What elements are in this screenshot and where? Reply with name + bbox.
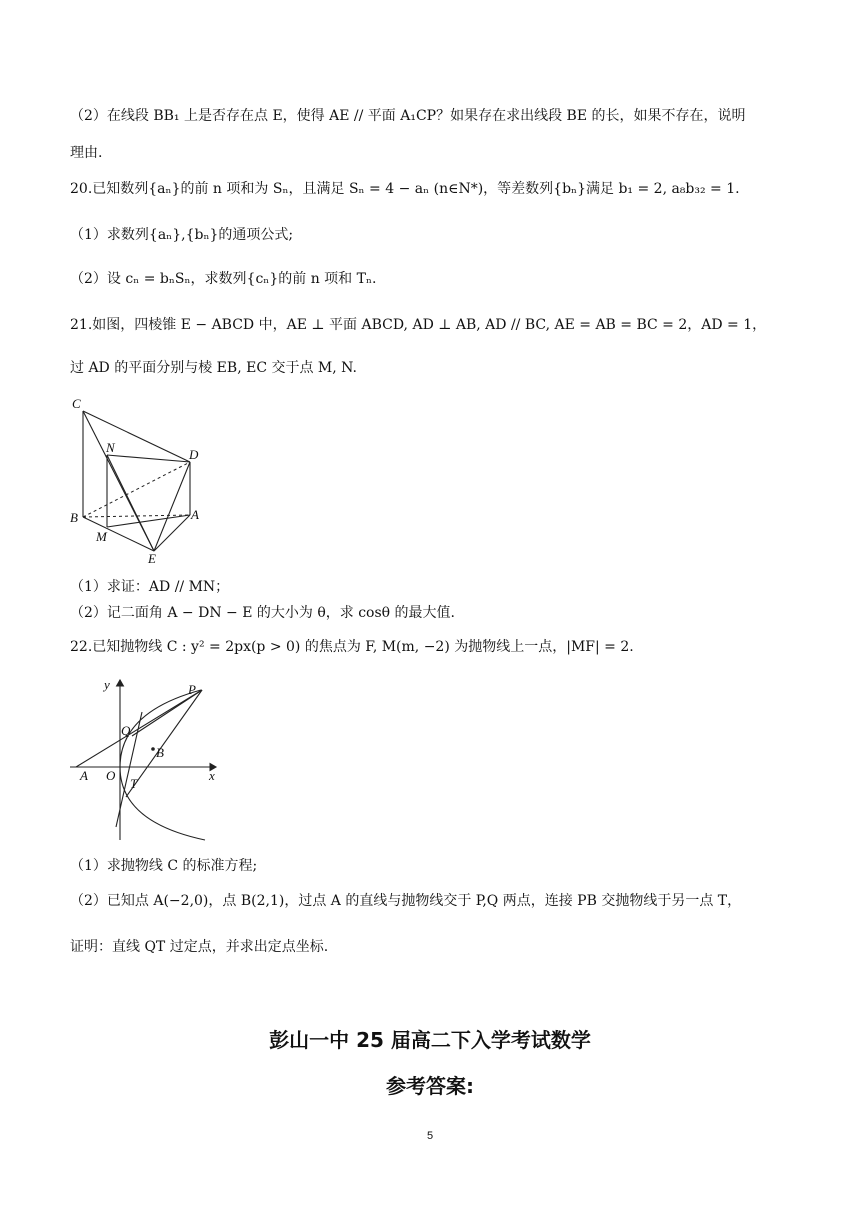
q22-stem: 22.已知抛物线 C : y² = 2px(p > 0) 的焦点为 F, M(m, −2) 为抛物线上一点，|MF| = 2. bbox=[70, 639, 634, 655]
q20-part2: （2）设 cₙ = bₙSₙ，求数列{cₙ}的前 n 项和 Tₙ. bbox=[70, 271, 377, 287]
label-T: T bbox=[130, 776, 138, 791]
q20-part1: （1）求数列{aₙ},{bₙ}的通项公式; bbox=[70, 227, 294, 243]
label-A: A bbox=[191, 507, 199, 522]
q22-part2-line2: 证明：直线 QT 过定点，并求出定点坐标. bbox=[70, 939, 329, 955]
label-B: B bbox=[156, 745, 164, 760]
label-D: D bbox=[189, 447, 199, 462]
label-O: O bbox=[106, 768, 116, 783]
label-x: x bbox=[209, 768, 215, 783]
label-B: B bbox=[70, 510, 78, 525]
q22-part1: （1）求抛物线 C 的标准方程; bbox=[70, 858, 258, 874]
q21-part1: （1）求证：AD // MN； bbox=[70, 579, 230, 595]
q19-part2-line2: 理由. bbox=[70, 145, 103, 161]
label-E: E bbox=[148, 551, 156, 566]
exam-title: 彭山一中 25 届高二下入学考试数学 bbox=[269, 1028, 591, 1052]
q21-part2: （2）记二面角 A − DN − E 的大小为 θ，求 cosθ 的最大值. bbox=[70, 605, 455, 621]
label-A: A bbox=[80, 768, 88, 783]
q20-stem: 20.已知数列{aₙ}的前 n 项和为 Sₙ，且满足 Sₙ = 4 − aₙ (n∈N*)，等差数列{bₙ}满足 b₁ = 2, a₈b₃₂ = 1. bbox=[70, 181, 740, 197]
label-C: C bbox=[72, 396, 81, 411]
label-P: P bbox=[188, 682, 196, 697]
pyramid-figure bbox=[62, 395, 212, 574]
parabola-figure bbox=[68, 672, 228, 846]
label-N: N bbox=[106, 440, 115, 455]
q22-part2: （2）已知点 A(−2,0)，点 B(2,1)，过点 A 的直线与抛物线交于 P,Q 两点，连接 PB 交抛物线于另一点 T， bbox=[70, 893, 742, 909]
label-Q: Q bbox=[121, 723, 131, 738]
label-M: M bbox=[96, 529, 107, 544]
answer-heading: 参考答案: bbox=[386, 1074, 474, 1098]
q21-stem-line1: 21.如图，四棱锥 E − ABCD 中，AE ⊥ 平面 ABCD, AD ⊥ AB, AD // BC, AE = AB = BC = 2，AD = 1， bbox=[70, 317, 767, 333]
q19-part2-line1: （2）在线段 BB₁ 上是否存在点 E，使得 AE // 平面 A₁CP？如果存在求出线段 BE 的长，如果不存在，说明 bbox=[70, 108, 746, 124]
page-number: 5 bbox=[426, 1130, 434, 1142]
q21-stem-line2: 过 AD 的平面分别与棱 EB, EC 交于点 M, N. bbox=[70, 360, 357, 376]
label-y: y bbox=[104, 677, 110, 692]
